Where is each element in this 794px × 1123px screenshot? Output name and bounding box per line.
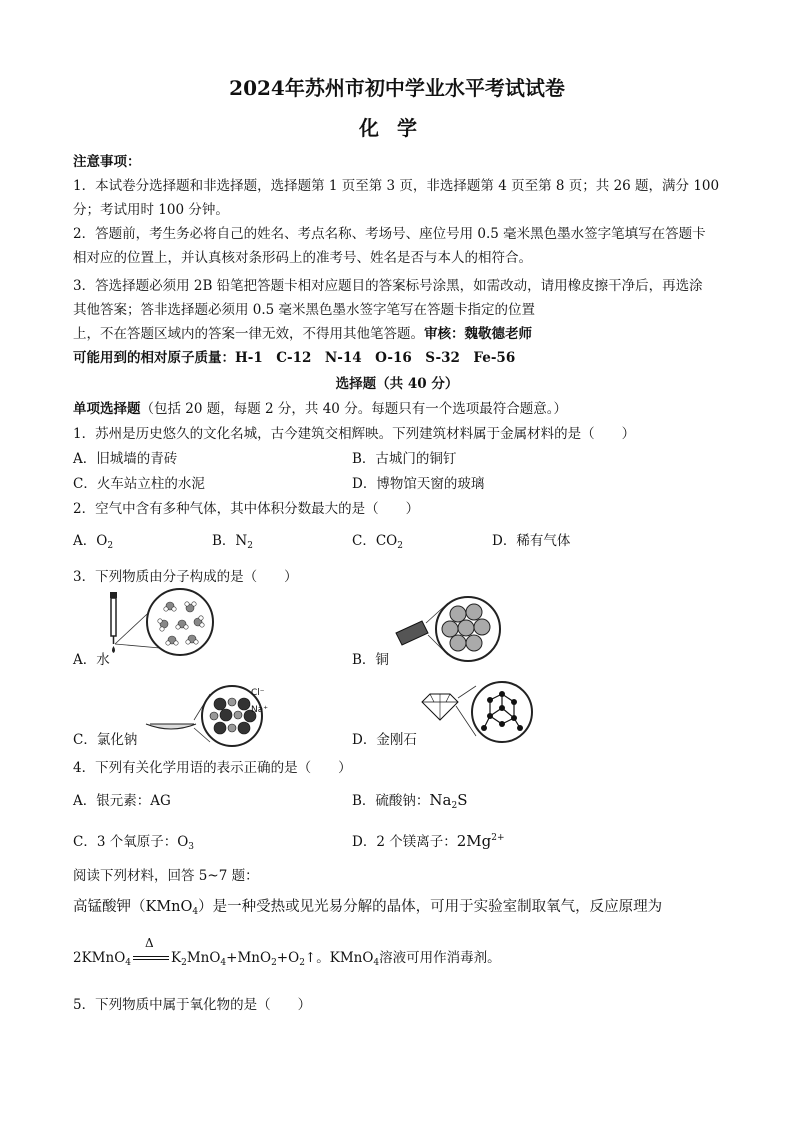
sodium-label: Na⁺ bbox=[251, 705, 268, 715]
q2-option-a bbox=[73, 529, 113, 551]
subject-title: 化学 bbox=[359, 116, 435, 140]
q4-d-sup: 2+ bbox=[491, 833, 505, 843]
q4-option-c bbox=[73, 830, 194, 852]
section-intro-rest: （包括 20 题，每题 2 分，共 40 分。每题只有一个选项最符合题意。） bbox=[140, 401, 567, 417]
q5-stem: 5．下列物质中属于氧化物的是（ ） bbox=[73, 997, 312, 1013]
notes-line: 上，不在答题区域内的答案一律无效，不得用其他笔答题。 bbox=[73, 326, 424, 342]
q4-d-formula: 2Mg bbox=[456, 832, 492, 850]
eq-r1-sub: 2 bbox=[181, 958, 187, 968]
notes-heading: 注意事项： bbox=[73, 154, 141, 170]
notes-line: 1．本试卷分选择题和非选择题，选择题第 1 页至第 3 页，非选择题第 4 页至第 8 页；共 26 题，满分 100 bbox=[73, 178, 720, 194]
reading-paragraph bbox=[73, 895, 662, 917]
notes-line-with-reviewer bbox=[73, 322, 532, 342]
q2-a-sub: 2 bbox=[107, 541, 114, 551]
eq-r4: +O bbox=[276, 950, 300, 966]
eq-condition: Δ bbox=[145, 935, 154, 950]
q3-option-a: A．水 bbox=[73, 652, 110, 668]
eq-r3-sub: 2 bbox=[271, 958, 277, 968]
eq-lhs-sub: 4 bbox=[125, 958, 131, 968]
eq-r5: ↑。KMnO bbox=[304, 950, 374, 966]
q4-c-text: C．3 个氧原子：O bbox=[73, 834, 189, 850]
q4-option-b bbox=[352, 789, 468, 811]
notes-line: 相对应的位置上，并认真核对条形码上的准考号、姓名是否与本人的相符合。 bbox=[73, 250, 532, 266]
q4-b-sub: 2 bbox=[451, 801, 458, 811]
section-intro bbox=[73, 397, 567, 417]
atomic-masses-text: 可能用到的相对原子质量：H-1 C-12 N-14 O-16 S-32 Fe-56 bbox=[73, 350, 516, 366]
section-intro-bold: 单项选择题 bbox=[73, 401, 141, 417]
notes-line: 3．答选择题必须用 2B 铅笔把答题卡相对应题目的答案标号涂黑，如需改动，请用橡皮擦干净后，再选涂 bbox=[73, 278, 703, 294]
q1-option-a: A．旧城墙的青砖 bbox=[73, 451, 178, 467]
water-dropper-illustration bbox=[100, 592, 220, 654]
q2-stem: 2．空气中含有多种气体，其中体积分数最大的是（ ） bbox=[73, 501, 420, 517]
q3-option-b: B．铜 bbox=[352, 652, 389, 668]
eq-r2: MnO bbox=[186, 950, 221, 966]
q2-c-sub: 2 bbox=[397, 541, 403, 551]
reading-p1b: ）是一种受热或见光易分解的晶体，可用于实验室制取氧气，反应原理为 bbox=[198, 899, 663, 915]
q3-option-c: C．氯化钠 bbox=[73, 732, 138, 748]
eq-r2-sub: 4 bbox=[220, 958, 227, 968]
eq-r3: +MnO bbox=[226, 950, 272, 966]
reading-intro: 阅读下列材料，回答 5~7 题： bbox=[73, 868, 259, 884]
notes-line: 分；考试用时 100 分钟。 bbox=[73, 202, 229, 218]
diamond-illustration bbox=[420, 680, 540, 744]
copper-illustration bbox=[392, 597, 502, 661]
q3-option-d: D．金刚石 bbox=[352, 732, 417, 748]
notes-line: 2．答题前，考生务必将自己的姓名、考点名称、考场号、座位号用 0.5 毫米黑色墨水签字笔填写在答题卡 bbox=[73, 226, 706, 242]
reading-p1a: 高锰酸钾（KMnO bbox=[73, 899, 193, 915]
q4-stem: 4．下列有关化学用语的表示正确的是（ ） bbox=[73, 760, 352, 776]
eq-lhs: 2KMnO bbox=[73, 950, 126, 966]
q2-a-text: A．O bbox=[73, 533, 108, 549]
q4-d-prefix: D．2 个镁离子： bbox=[352, 834, 457, 850]
eq-double-line bbox=[133, 956, 169, 960]
q2-c-text: C．CO bbox=[352, 533, 398, 549]
q2-b-text: B．N bbox=[212, 533, 248, 549]
q4-option-d bbox=[352, 830, 505, 850]
reviewer: 审核：魏敬德老师 bbox=[424, 326, 532, 342]
notes-line: 其他答案；答非选择题必须用 0.5 毫米黑色墨水签字笔写在答题卡指定的位置 bbox=[73, 302, 536, 318]
atomic-masses bbox=[73, 346, 515, 366]
q2-option-c bbox=[352, 529, 403, 551]
q1-option-b: B．古城门的铜钉 bbox=[352, 451, 457, 467]
eq-tail: 溶液可用作消毒剂。 bbox=[379, 950, 501, 966]
eq-r5-sub: 4 bbox=[373, 958, 380, 968]
chloride-label: Cl⁻ bbox=[251, 688, 265, 698]
q4-c-sub: 3 bbox=[188, 842, 195, 852]
reaction-equation bbox=[73, 935, 501, 968]
reading-p1-sub: 4 bbox=[192, 907, 199, 917]
eq-arrow bbox=[131, 935, 171, 964]
q2-option-d: D．稀有气体 bbox=[492, 533, 571, 549]
q4-option-a: A．银元素：AG bbox=[73, 793, 171, 809]
q4-b-formula-s: S bbox=[457, 791, 468, 809]
eq-r1: K bbox=[171, 950, 182, 966]
section-title: 选择题（共 40 分） bbox=[335, 376, 459, 392]
q1-stem: 1．苏州是历史悠久的文化名城，古今建筑交相辉映。下列建筑材料属于金属材料的是（ ） bbox=[73, 426, 636, 442]
q1-option-c: C．火车站立柱的水泥 bbox=[73, 476, 205, 492]
q2-b-sub: 2 bbox=[247, 541, 253, 551]
q4-b-prefix: B．硫酸钠： bbox=[352, 793, 430, 809]
q3-stem: 3．下列物质由分子构成的是（ ） bbox=[73, 569, 298, 585]
q4-b-formula: Na bbox=[429, 791, 452, 809]
q1-option-d: D．博物馆天窗的玻璃 bbox=[352, 476, 485, 492]
exam-title: 2024年苏州市初中学业水平考试试卷 bbox=[229, 76, 565, 100]
eq-r4-sub: 2 bbox=[299, 958, 305, 968]
q2-option-b bbox=[212, 529, 253, 551]
